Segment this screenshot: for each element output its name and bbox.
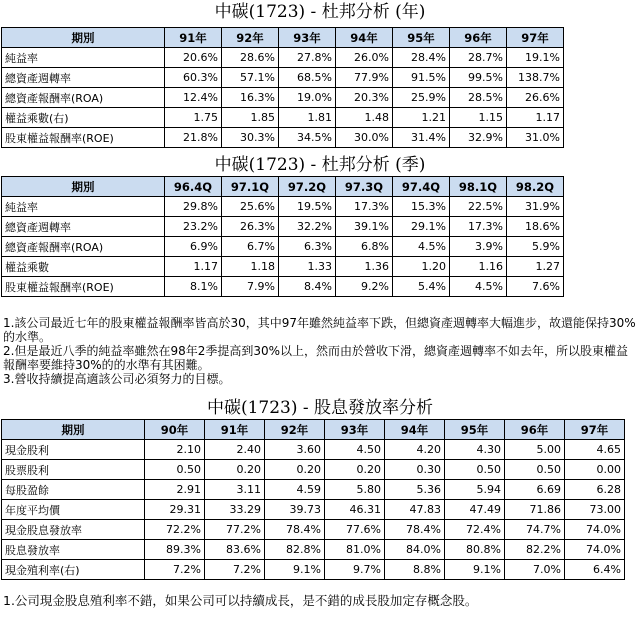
table-cell: 25.9% (393, 88, 450, 108)
table-cell: 31.4% (393, 128, 450, 148)
table-cell: 78.4% (385, 520, 445, 540)
table-cell: 72.2% (145, 520, 205, 540)
table-row (2, 68, 564, 88)
table-cell: 6.9% (165, 237, 222, 257)
table-cell: 0.50 (445, 460, 505, 480)
table-cell: 0.50 (505, 460, 565, 480)
column-header-period: 期別 (2, 28, 165, 48)
table-cell: 4.65 (565, 440, 625, 460)
header-row (2, 28, 564, 48)
table-cell: 3.60 (265, 440, 325, 460)
table-row (2, 197, 564, 217)
table-cell: 1.75 (165, 108, 222, 128)
table-cell: 1.15 (450, 108, 507, 128)
table-cell: 2.91 (145, 480, 205, 500)
table-cell: 1.36 (336, 257, 393, 277)
table-cell: 17.3% (336, 197, 393, 217)
table-cell: 30.0% (336, 128, 393, 148)
table-cell: 68.5% (279, 68, 336, 88)
table-cell: 29.8% (165, 197, 222, 217)
column-header: 92年 (265, 420, 325, 440)
table-cell: 9.1% (445, 560, 505, 580)
table-cell: 6.28 (565, 480, 625, 500)
table-cell: 33.29 (205, 500, 265, 520)
table-cell: 28.5% (450, 88, 507, 108)
column-header: 98.1Q (450, 177, 507, 197)
table-cell: 0.20 (205, 460, 265, 480)
column-header: 90年 (145, 420, 205, 440)
row-label: 現金股利 (2, 440, 145, 460)
row-label: 股東權益報酬率(ROE) (2, 277, 165, 297)
table-cell: 5.36 (385, 480, 445, 500)
table-cell: 26.0% (336, 48, 393, 68)
table-cell: 82.2% (505, 540, 565, 560)
table-cell: 46.31 (325, 500, 385, 520)
section1-title: 中碳(1723) - 杜邦分析 (年) (214, 2, 426, 22)
table-cell: 1.17 (165, 257, 222, 277)
table-cell: 0.20 (325, 460, 385, 480)
dupont-annual-table (1, 27, 564, 148)
table-cell: 5.00 (505, 440, 565, 460)
table-cell: 9.1% (265, 560, 325, 580)
table-cell: 60.3% (165, 68, 222, 88)
table-cell: 74.0% (565, 520, 625, 540)
header-row (2, 177, 564, 197)
table-row (2, 520, 625, 540)
table-cell: 20.3% (336, 88, 393, 108)
row-label: 總資產週轉率 (2, 68, 165, 88)
column-header: 97.1Q (222, 177, 279, 197)
table-cell: 15.3% (393, 197, 450, 217)
table-row (2, 480, 625, 500)
dividend-payout-table (1, 419, 625, 580)
table-cell: 7.6% (507, 277, 564, 297)
table-cell: 18.6% (507, 217, 564, 237)
table-cell: 77.6% (325, 520, 385, 540)
table-row (2, 128, 564, 148)
table-cell: 73.00 (565, 500, 625, 520)
table-cell: 34.5% (279, 128, 336, 148)
table-cell: 0.20 (265, 460, 325, 480)
table-cell: 28.7% (450, 48, 507, 68)
table-cell: 6.4% (565, 560, 625, 580)
table-cell: 7.2% (145, 560, 205, 580)
table-cell: 2.10 (145, 440, 205, 460)
table-cell: 7.9% (222, 277, 279, 297)
table-cell: 4.5% (450, 277, 507, 297)
table-cell: 78.4% (265, 520, 325, 540)
table-cell: 23.2% (165, 217, 222, 237)
table-cell: 8.1% (165, 277, 222, 297)
table-cell: 138.7% (507, 68, 564, 88)
table-cell: 1.16 (450, 257, 507, 277)
table-cell: 0.30 (385, 460, 445, 480)
column-header: 93年 (325, 420, 385, 440)
table-cell: 47.83 (385, 500, 445, 520)
table-cell: 4.50 (325, 440, 385, 460)
table-cell: 1.48 (336, 108, 393, 128)
table-cell: 21.8% (165, 128, 222, 148)
table-cell: 3.11 (205, 480, 265, 500)
table-cell: 1.33 (279, 257, 336, 277)
table-cell: 8.8% (385, 560, 445, 580)
column-header: 93年 (279, 28, 336, 48)
table-cell: 32.2% (279, 217, 336, 237)
table-cell: 0.50 (145, 460, 205, 480)
table-cell: 72.4% (445, 520, 505, 540)
row-label: 總資產週轉率 (2, 217, 165, 237)
table-cell: 9.7% (325, 560, 385, 580)
table-cell: 71.86 (505, 500, 565, 520)
row-label: 純益率 (2, 197, 165, 217)
row-label: 純益率 (2, 48, 165, 68)
table-cell: 32.9% (450, 128, 507, 148)
analysis-notes-2 (3, 594, 637, 608)
table-row (2, 257, 564, 277)
column-header: 96年 (505, 420, 565, 440)
table-cell: 29.1% (393, 217, 450, 237)
table-cell: 6.3% (279, 237, 336, 257)
table-cell: 22.5% (450, 197, 507, 217)
column-header: 91年 (205, 420, 265, 440)
table-cell: 39.1% (336, 217, 393, 237)
section2-title: 中碳(1723) - 杜邦分析 (季) (214, 155, 426, 175)
column-header: 91年 (165, 28, 222, 48)
table-cell: 20.6% (165, 48, 222, 68)
table-cell: 89.3% (145, 540, 205, 560)
analysis-notes-1 (3, 316, 637, 386)
column-header: 97年 (565, 420, 625, 440)
column-header: 94年 (385, 420, 445, 440)
table-row (2, 217, 564, 237)
table-cell: 19.5% (279, 197, 336, 217)
table-cell: 1.81 (279, 108, 336, 128)
table-cell: 9.2% (336, 277, 393, 297)
table-cell: 31.9% (507, 197, 564, 217)
table-cell: 28.4% (393, 48, 450, 68)
note-line: 3.營收持續提高適該公司必須努力的目標。 (3, 372, 231, 386)
table-cell: 26.6% (507, 88, 564, 108)
table-row (2, 540, 625, 560)
table-row (2, 88, 564, 108)
column-header: 96.4Q (165, 177, 222, 197)
column-header: 92年 (222, 28, 279, 48)
table-row (2, 500, 625, 520)
table-cell: 29.31 (145, 500, 205, 520)
table-cell: 3.9% (450, 237, 507, 257)
column-header: 97.3Q (336, 177, 393, 197)
table-cell: 91.5% (393, 68, 450, 88)
table-cell: 5.4% (393, 277, 450, 297)
table-cell: 74.0% (565, 540, 625, 560)
column-header: 97年 (507, 28, 564, 48)
table-cell: 27.8% (279, 48, 336, 68)
table-cell: 5.9% (507, 237, 564, 257)
table-cell: 57.1% (222, 68, 279, 88)
table-cell: 6.7% (222, 237, 279, 257)
table-cell: 84.0% (385, 540, 445, 560)
table-row (2, 460, 625, 480)
table-cell: 28.6% (222, 48, 279, 68)
section3-title: 中碳(1723) - 股息發放率分析 (206, 398, 434, 418)
row-label: 股東權益報酬率(ROE) (2, 128, 165, 148)
table-row (2, 560, 625, 580)
table-cell: 6.69 (505, 480, 565, 500)
note-line: 2.但是最近八季的純益率雖然在98年2季提高到30%以上，然而由於營收下滑，總資產週轉率不如去年，所以股東權益報酬率要維持30%的的水準有其困難。 (3, 344, 629, 372)
table-row (2, 237, 564, 257)
table-cell: 1.85 (222, 108, 279, 128)
table-cell: 80.8% (445, 540, 505, 560)
table-cell: 30.3% (222, 128, 279, 148)
table-cell: 12.4% (165, 88, 222, 108)
row-label: 股息發放率 (2, 540, 145, 560)
table-cell: 4.20 (385, 440, 445, 460)
note-line: 1.該公司最近七年的股東權益報酬率皆高於30，其中97年雖然純益率下跌，但總資產週轉率大幅進步，故還能保持30%的水準。 (3, 316, 636, 344)
row-label: 總資產報酬率(ROA) (2, 237, 165, 257)
table-cell: 83.6% (205, 540, 265, 560)
row-label: 現金殖利率(右) (2, 560, 145, 580)
table-row (2, 277, 564, 297)
table-cell: 82.8% (265, 540, 325, 560)
row-label: 年度平均價 (2, 500, 145, 520)
table-cell: 19.1% (507, 48, 564, 68)
row-label: 每股盈餘 (2, 480, 145, 500)
table-cell: 6.8% (336, 237, 393, 257)
table-cell: 16.3% (222, 88, 279, 108)
table-cell: 39.73 (265, 500, 325, 520)
header-row (2, 420, 625, 440)
column-header: 96年 (450, 28, 507, 48)
table-cell: 1.21 (393, 108, 450, 128)
dupont-quarterly-table (1, 176, 564, 297)
table-cell: 19.0% (279, 88, 336, 108)
column-header: 95年 (393, 28, 450, 48)
table-row (2, 440, 625, 460)
table-cell: 5.94 (445, 480, 505, 500)
table-cell: 1.20 (393, 257, 450, 277)
table-cell: 26.3% (222, 217, 279, 237)
column-header: 97.2Q (279, 177, 336, 197)
table-cell: 2.40 (205, 440, 265, 460)
table-cell: 47.49 (445, 500, 505, 520)
table-cell: 77.2% (205, 520, 265, 540)
table-cell: 4.30 (445, 440, 505, 460)
table-cell: 7.0% (505, 560, 565, 580)
column-header: 94年 (336, 28, 393, 48)
table-cell: 77.9% (336, 68, 393, 88)
row-label: 權益乘數(右) (2, 108, 165, 128)
table-cell: 1.17 (507, 108, 564, 128)
table-cell: 74.7% (505, 520, 565, 540)
table-cell: 8.4% (279, 277, 336, 297)
table-cell: 1.18 (222, 257, 279, 277)
table-cell: 5.80 (325, 480, 385, 500)
table-cell: 31.0% (507, 128, 564, 148)
table-cell: 4.5% (393, 237, 450, 257)
table-row (2, 108, 564, 128)
table-cell: 17.3% (450, 217, 507, 237)
table-cell: 99.5% (450, 68, 507, 88)
column-header: 95年 (445, 420, 505, 440)
column-header: 97.4Q (393, 177, 450, 197)
row-label: 權益乘數 (2, 257, 165, 277)
row-label: 現金股息發放率 (2, 520, 145, 540)
table-cell: 1.27 (507, 257, 564, 277)
table-cell: 4.59 (265, 480, 325, 500)
table-cell: 25.6% (222, 197, 279, 217)
column-header-period: 期別 (2, 420, 145, 440)
table-cell: 7.2% (205, 560, 265, 580)
column-header: 98.2Q (507, 177, 564, 197)
table-row (2, 48, 564, 68)
note-line: 1.公司現金股息殖利率不錯，如果公司可以持續成長，是不錯的成長股加定存概念股。 (3, 593, 478, 608)
column-header-period: 期別 (2, 177, 165, 197)
table-cell: 81.0% (325, 540, 385, 560)
row-label: 總資產報酬率(ROA) (2, 88, 165, 108)
row-label: 股票股利 (2, 460, 145, 480)
table-cell: 0.00 (565, 460, 625, 480)
